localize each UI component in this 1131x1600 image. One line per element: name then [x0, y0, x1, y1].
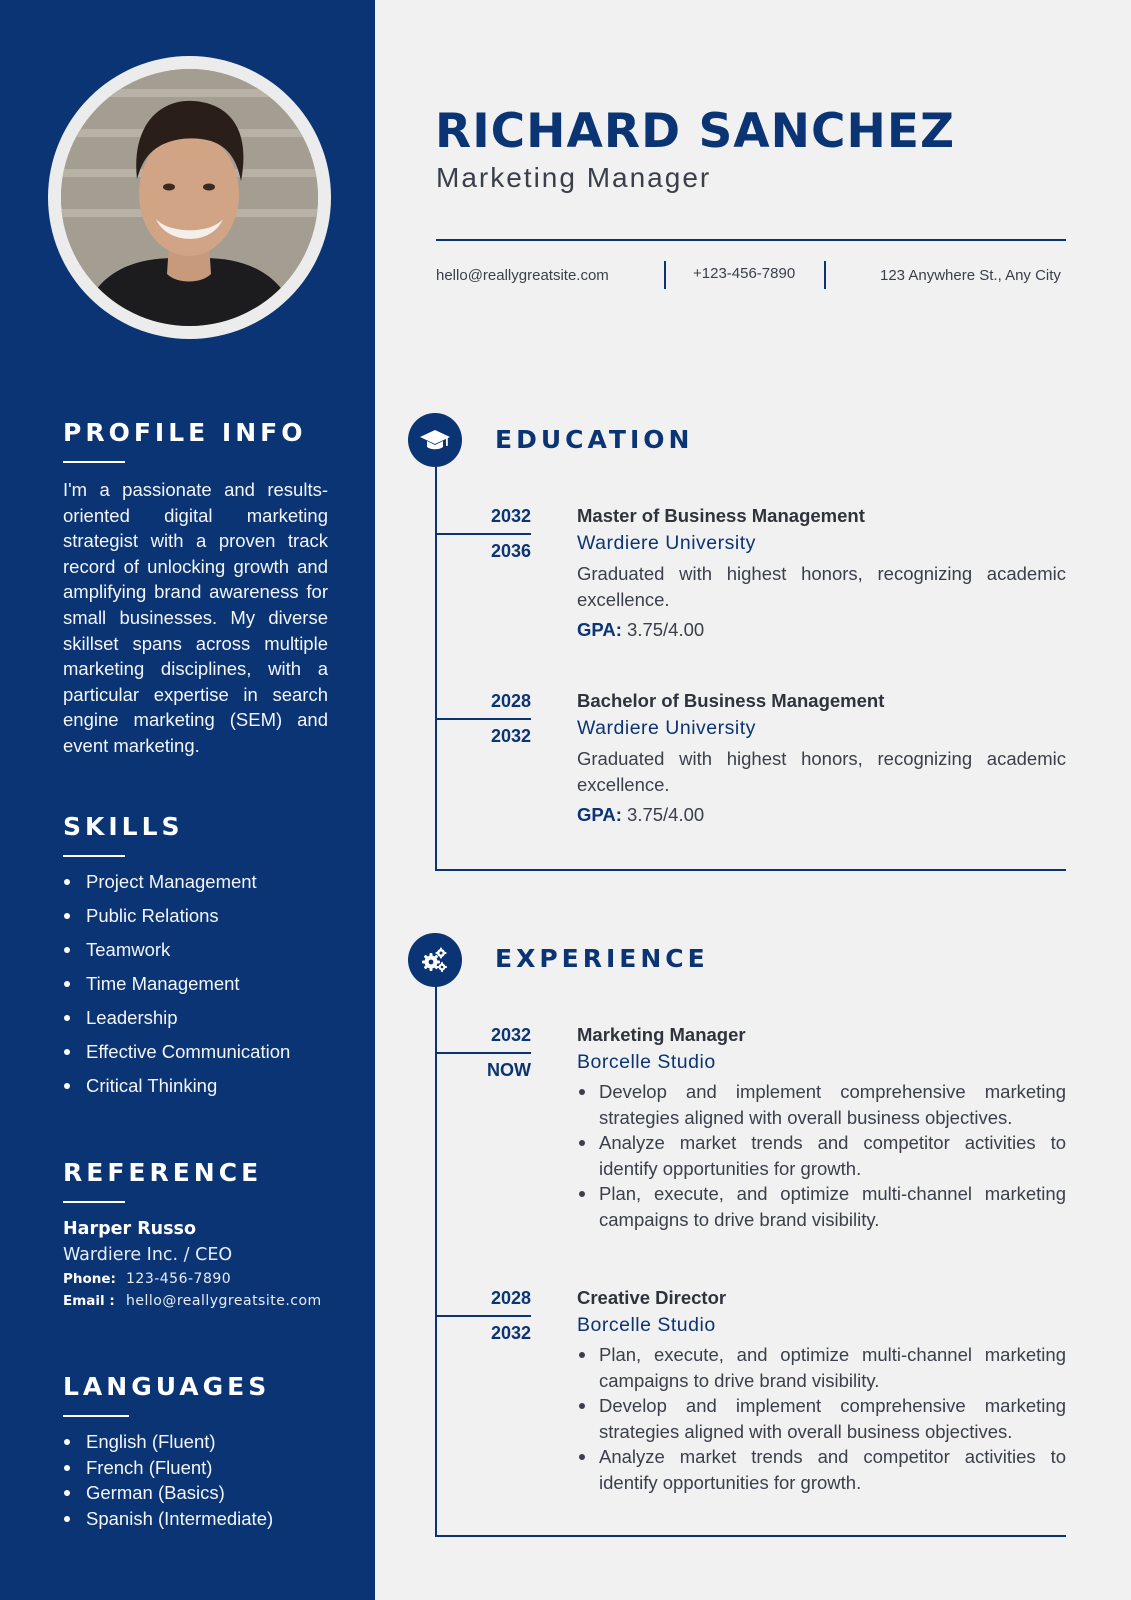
reference-phone-row — [63, 1271, 328, 1287]
languages-section — [63, 1372, 328, 1531]
language-item: French (Fluent) — [63, 1455, 328, 1481]
date-divider — [435, 718, 531, 720]
contact-address: 123 Anywhere St., Any City — [880, 267, 1061, 284]
header-divider — [436, 239, 1066, 241]
skills-section — [63, 812, 328, 1103]
responsibility-item: Analyze market trends and competitor activities to identify opportunities for growth. — [577, 1130, 1066, 1181]
job-title: Marketing Manager — [436, 162, 712, 193]
education-description: Graduated with highest honors, recognizing academic excellence. — [577, 748, 1066, 795]
degree: Bachelor of Business Management — [577, 690, 885, 711]
responsibility-list — [577, 1342, 1066, 1496]
skill-item: Time Management — [63, 967, 328, 1001]
school: Wardiere University — [577, 532, 756, 554]
responsibility-item: Plan, execute, and optimize multi-channel marketing campaigns to drive brand visibility. — [577, 1181, 1066, 1232]
language-item: English (Fluent) — [63, 1429, 328, 1455]
role: Marketing Manager — [577, 1024, 746, 1045]
profile-text: I'm a passionate and results-oriented digital marketing strategist with a proven track record of unlocking growth and amplifying brand awareness for small businesses. My diverse skillset spans across multiple marketing disciplines, with a particular expertise in search engine marketing (SEM) and event marketing. — [63, 479, 328, 756]
portrait-illustration — [61, 69, 318, 326]
contact-separator — [824, 261, 826, 289]
skill-item: Critical Thinking — [63, 1069, 328, 1103]
experience-end-rule — [435, 1535, 1066, 1537]
education-end-rule — [435, 869, 1066, 871]
degree: Master of Business Management — [577, 505, 865, 526]
end-year: 2032 — [490, 1323, 531, 1343]
reference-phone-label: Phone: — [63, 1271, 116, 1287]
sidebar — [0, 0, 375, 1600]
gpa — [577, 803, 1066, 827]
reference-section — [63, 1158, 328, 1309]
skills-divider — [63, 855, 125, 857]
experience-heading: EXPERIENCE — [495, 944, 709, 973]
company: Borcelle Studio — [577, 1051, 716, 1073]
profile-heading: PROFILE INFO — [63, 418, 307, 447]
skills-heading: SKILLS — [63, 812, 184, 841]
start-year: 2028 — [490, 691, 531, 711]
date-divider — [435, 1315, 531, 1317]
responsibility-list — [577, 1079, 1066, 1233]
experience-details — [577, 1024, 1066, 1233]
education-dates — [435, 505, 531, 562]
reference-divider — [63, 1201, 125, 1203]
education-heading: EDUCATION — [495, 425, 694, 454]
profile-section — [63, 418, 328, 759]
skill-item: Project Management — [63, 865, 328, 899]
skills-list — [63, 865, 328, 1103]
education-dates — [435, 690, 531, 747]
languages-divider — [63, 1415, 129, 1417]
reference-heading: REFERENCE — [63, 1158, 263, 1187]
education-details — [577, 690, 1066, 827]
gpa-label: GPA: — [577, 619, 622, 641]
reference-phone: 123-456-7890 — [126, 1271, 232, 1287]
profile-photo-frame — [48, 56, 331, 339]
reference-email-row — [63, 1293, 328, 1309]
contact-email: hello@reallygreatsite.com — [436, 267, 609, 284]
gpa-value: 3.75/4.00 — [627, 619, 705, 641]
start-year: 2028 — [490, 1288, 531, 1308]
language-item: German (Basics) — [63, 1480, 328, 1506]
end-year: 2036 — [490, 541, 531, 561]
skill-item: Effective Communication — [63, 1035, 328, 1069]
contact-separator — [664, 261, 666, 289]
responsibility-item: Develop and implement comprehensive marketing strategies aligned with overall business objectives. — [577, 1393, 1066, 1444]
skill-item: Teamwork — [63, 933, 328, 967]
start-year: 2032 — [490, 506, 531, 526]
start-year: 2032 — [490, 1025, 531, 1045]
responsibility-item: Plan, execute, and optimize multi-channel marketing campaigns to drive brand visibility. — [577, 1342, 1066, 1393]
reference-email-label: Email : — [63, 1293, 115, 1309]
reference-name: Harper Russo — [63, 1219, 196, 1239]
gpa-label: GPA: — [577, 804, 622, 826]
candidate-name: RICHARD SANCHEZ — [435, 104, 956, 159]
skill-item: Public Relations — [63, 899, 328, 933]
gpa-value: 3.75/4.00 — [627, 804, 705, 826]
education-details — [577, 505, 1066, 642]
end-year: 2032 — [490, 726, 531, 746]
company: Borcelle Studio — [577, 1314, 716, 1336]
gears-icon — [408, 933, 462, 987]
reference-role: Wardiere Inc. / CEO — [63, 1245, 233, 1265]
role: Creative Director — [577, 1287, 727, 1308]
graduation-cap-icon — [408, 413, 462, 467]
date-divider — [435, 533, 531, 535]
responsibility-item: Analyze market trends and competitor activities to identify opportunities for growth. — [577, 1444, 1066, 1495]
profile-divider — [63, 461, 125, 463]
reference-email: hello@reallygreatsite.com — [126, 1293, 322, 1309]
profile-photo — [61, 69, 318, 326]
experience-dates — [435, 1024, 531, 1081]
end-year: NOW — [487, 1060, 531, 1080]
school: Wardiere University — [577, 717, 756, 739]
skill-item: Leadership — [63, 1001, 328, 1035]
language-item: Spanish (Intermediate) — [63, 1506, 328, 1532]
experience-details — [577, 1287, 1066, 1496]
experience-dates — [435, 1287, 531, 1344]
responsibility-item: Develop and implement comprehensive marketing strategies aligned with overall business objectives. — [577, 1079, 1066, 1130]
education-description: Graduated with highest honors, recognizing academic excellence. — [577, 563, 1066, 610]
main-content — [375, 0, 1131, 1600]
languages-heading: LANGUAGES — [63, 1372, 271, 1401]
languages-list — [63, 1429, 328, 1531]
date-divider — [435, 1052, 531, 1054]
contact-phone: +123-456-7890 — [693, 265, 796, 282]
gpa — [577, 618, 1066, 642]
